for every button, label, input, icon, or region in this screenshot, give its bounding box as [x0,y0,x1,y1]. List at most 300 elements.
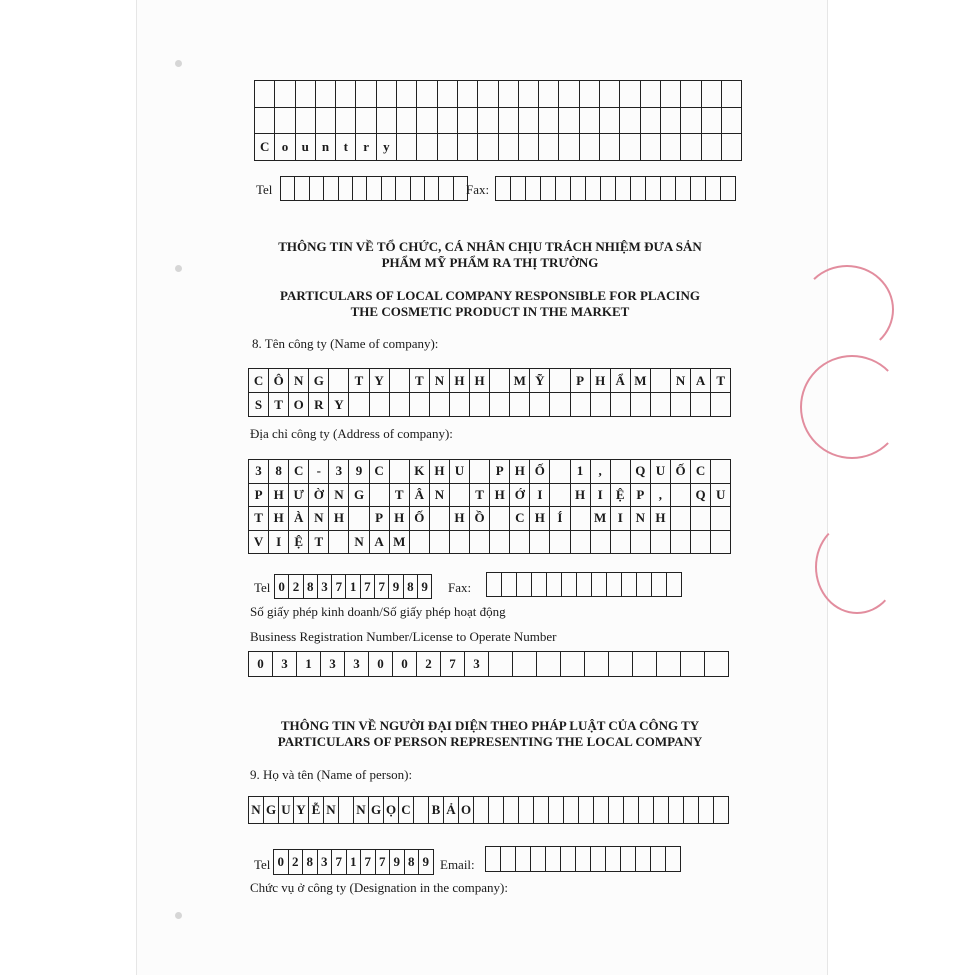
char-box[interactable] [356,81,376,108]
char-box[interactable] [606,847,621,872]
char-box[interactable]: 7 [332,850,347,875]
char-box[interactable]: À [289,507,309,531]
char-box[interactable] [600,134,620,161]
char-box[interactable] [539,108,559,135]
char-box[interactable]: 3 [321,652,345,677]
char-box[interactable] [633,652,657,677]
char-box[interactable] [601,177,616,201]
char-box[interactable] [410,531,430,555]
char-box[interactable] [577,573,592,597]
char-box[interactable] [671,507,691,531]
char-box[interactable] [255,81,275,108]
char-box[interactable] [657,652,681,677]
char-box[interactable]: 7 [361,850,376,875]
char-box[interactable]: R [309,393,329,417]
char-box[interactable] [646,177,661,201]
company-fax-field[interactable] [486,572,682,597]
char-box[interactable] [620,81,640,108]
char-box[interactable] [411,177,425,201]
char-box[interactable]: Q [691,484,711,508]
char-box[interactable]: N [309,507,329,531]
char-box[interactable] [620,134,640,161]
char-box[interactable]: T [470,484,490,508]
char-box[interactable] [390,369,410,393]
char-box[interactable] [458,134,478,161]
char-box[interactable] [576,847,591,872]
char-box[interactable] [571,177,586,201]
char-box[interactable] [681,652,705,677]
char-box[interactable]: N [671,369,691,393]
char-box[interactable] [671,393,691,417]
char-box[interactable] [691,393,711,417]
char-box[interactable]: I [611,507,631,531]
char-box[interactable] [397,108,417,135]
char-box[interactable]: H [651,507,671,531]
char-box[interactable] [681,81,701,108]
char-box[interactable]: 8 [404,575,418,599]
char-box[interactable]: Y [294,797,309,824]
char-box[interactable] [571,393,591,417]
char-box[interactable]: G [264,797,279,824]
char-box[interactable]: 9 [389,575,403,599]
char-box[interactable]: H [591,369,611,393]
char-box[interactable]: N [430,484,450,508]
char-box[interactable] [450,393,470,417]
char-box[interactable] [616,177,631,201]
char-box[interactable]: Ệ [289,531,309,555]
char-box[interactable]: 0 [249,652,273,677]
char-box[interactable]: , [591,460,611,484]
char-box[interactable]: P [370,507,390,531]
company-address-grid[interactable] [248,459,731,554]
fax-field[interactable] [495,176,736,201]
char-box[interactable] [430,507,450,531]
char-box[interactable]: I [530,484,550,508]
char-box[interactable] [275,108,295,135]
char-box[interactable]: 9 [390,850,405,875]
char-box[interactable]: 8 [269,460,289,484]
char-box[interactable] [592,573,607,597]
char-box[interactable] [631,177,646,201]
char-box[interactable]: 7 [441,652,465,677]
char-box[interactable] [550,369,570,393]
char-box[interactable] [397,81,417,108]
char-box[interactable] [430,531,450,555]
char-box[interactable] [624,797,639,824]
char-box[interactable]: - [309,460,329,484]
char-box[interactable] [585,652,609,677]
char-box[interactable]: Ớ [510,484,530,508]
char-box[interactable] [316,81,336,108]
char-box[interactable]: G [369,797,384,824]
char-box[interactable]: 3 [273,652,297,677]
char-box[interactable] [609,797,624,824]
char-box[interactable] [620,108,640,135]
char-box[interactable]: 1 [346,575,360,599]
char-box[interactable]: 9 [418,575,432,599]
char-box[interactable] [539,134,559,161]
char-box[interactable] [255,108,275,135]
char-box[interactable]: V [249,531,269,555]
char-box[interactable] [711,393,731,417]
char-box[interactable]: A [370,531,390,555]
char-box[interactable]: 0 [275,575,289,599]
char-box[interactable] [377,108,397,135]
char-box[interactable] [356,108,376,135]
char-box[interactable] [397,134,417,161]
char-box[interactable]: O [289,393,309,417]
char-box[interactable] [562,573,577,597]
char-box[interactable] [425,177,439,201]
char-box[interactable] [547,573,562,597]
char-box[interactable] [439,177,453,201]
char-box[interactable]: Ọ [384,797,399,824]
char-box[interactable] [711,460,731,484]
char-box[interactable]: 7 [375,575,389,599]
char-box[interactable] [641,81,661,108]
char-box[interactable] [275,81,295,108]
char-box[interactable]: H [490,484,510,508]
char-box[interactable] [438,108,458,135]
char-box[interactable]: N [430,369,450,393]
char-box[interactable] [499,108,519,135]
char-box[interactable] [684,797,699,824]
char-box[interactable] [631,531,651,555]
char-box[interactable] [651,847,666,872]
char-box[interactable] [571,507,591,531]
char-box[interactable] [470,531,490,555]
char-box[interactable] [541,177,556,201]
char-box[interactable]: r [356,134,376,161]
char-box[interactable] [591,531,611,555]
char-box[interactable]: Ố [410,507,430,531]
char-box[interactable]: 1 [571,460,591,484]
char-box[interactable] [510,393,530,417]
char-box[interactable]: 9 [349,460,369,484]
char-box[interactable]: C [510,507,530,531]
char-box[interactable] [681,134,701,161]
char-box[interactable] [721,177,736,201]
char-box[interactable]: U [279,797,294,824]
char-box[interactable]: y [377,134,397,161]
char-box[interactable] [339,177,353,201]
char-box[interactable] [559,108,579,135]
char-box[interactable]: , [651,484,671,508]
char-box[interactable]: C [249,369,269,393]
char-box[interactable]: 8 [303,850,318,875]
char-box[interactable] [611,460,631,484]
char-box[interactable] [600,81,620,108]
char-box[interactable] [651,531,671,555]
char-box[interactable] [609,652,633,677]
char-box[interactable] [622,573,637,597]
char-box[interactable] [519,797,534,824]
char-box[interactable]: 3 [318,575,332,599]
char-box[interactable]: H [571,484,591,508]
char-box[interactable] [329,531,349,555]
char-box[interactable]: Y [329,393,349,417]
char-box[interactable]: Ả [444,797,459,824]
char-box[interactable]: N [631,507,651,531]
char-box[interactable]: 9 [419,850,434,875]
char-box[interactable] [549,797,564,824]
license-number-grid[interactable] [248,651,729,677]
char-box[interactable]: Â [410,484,430,508]
char-box[interactable] [510,531,530,555]
char-box[interactable]: H [390,507,410,531]
char-box[interactable]: N [289,369,309,393]
char-box[interactable]: 2 [417,652,441,677]
char-box[interactable] [537,652,561,677]
char-box[interactable] [699,797,714,824]
char-box[interactable]: I [591,484,611,508]
char-box[interactable]: Ố [671,460,691,484]
char-box[interactable] [580,108,600,135]
char-box[interactable] [336,81,356,108]
char-box[interactable] [579,797,594,824]
char-box[interactable] [550,484,570,508]
char-box[interactable] [450,531,470,555]
char-box[interactable] [526,177,541,201]
char-box[interactable] [702,108,722,135]
char-box[interactable]: P [490,460,510,484]
char-box[interactable] [490,507,510,531]
char-box[interactable] [417,134,437,161]
char-box[interactable]: K [410,460,430,484]
char-box[interactable]: 3 [318,850,333,875]
char-box[interactable]: Ờ [309,484,329,508]
char-box[interactable]: H [269,507,289,531]
country-grid[interactable] [254,80,742,161]
char-box[interactable]: Ễ [309,797,324,824]
char-box[interactable] [478,134,498,161]
char-box[interactable]: 3 [345,652,369,677]
char-box[interactable]: n [316,134,336,161]
char-box[interactable] [671,531,691,555]
char-box[interactable]: P [631,484,651,508]
char-box[interactable] [458,81,478,108]
char-box[interactable] [478,81,498,108]
char-box[interactable]: H [450,369,470,393]
char-box[interactable] [438,81,458,108]
char-box[interactable]: 8 [405,850,420,875]
char-box[interactable] [621,847,636,872]
char-box[interactable]: 7 [332,575,346,599]
char-box[interactable]: C [399,797,414,824]
char-box[interactable]: Ẩ [611,369,631,393]
person-tel-field[interactable] [273,849,434,875]
char-box[interactable] [519,81,539,108]
char-box[interactable] [517,573,532,597]
char-box[interactable] [382,177,396,201]
char-box[interactable]: 3 [329,460,349,484]
char-box[interactable]: H [530,507,550,531]
char-box[interactable]: T [410,369,430,393]
char-box[interactable]: T [390,484,410,508]
char-box[interactable] [611,531,631,555]
char-box[interactable]: U [651,460,671,484]
char-box[interactable] [489,797,504,824]
char-box[interactable] [580,81,600,108]
char-box[interactable] [530,393,550,417]
char-box[interactable]: 0 [274,850,289,875]
char-box[interactable] [296,108,316,135]
char-box[interactable] [550,531,570,555]
char-box[interactable] [281,177,295,201]
char-box[interactable] [487,573,502,597]
char-box[interactable] [631,393,651,417]
char-box[interactable] [489,652,513,677]
char-box[interactable] [501,847,516,872]
char-box[interactable] [499,134,519,161]
char-box[interactable]: 0 [393,652,417,677]
char-box[interactable]: C [370,460,390,484]
char-box[interactable]: Ệ [611,484,631,508]
char-box[interactable]: N [329,484,349,508]
char-box[interactable]: G [309,369,329,393]
char-box[interactable] [600,108,620,135]
char-box[interactable] [519,134,539,161]
char-box[interactable]: H [329,507,349,531]
char-box[interactable] [636,847,651,872]
char-box[interactable]: 8 [304,575,318,599]
char-box[interactable] [310,177,324,201]
char-box[interactable] [669,797,684,824]
char-box[interactable] [559,81,579,108]
char-box[interactable] [722,134,742,161]
char-box[interactable] [414,797,429,824]
char-box[interactable]: Y [370,369,390,393]
char-box[interactable]: C [691,460,711,484]
char-box[interactable] [516,847,531,872]
char-box[interactable] [324,177,338,201]
char-box[interactable]: Q [631,460,651,484]
char-box[interactable] [534,797,549,824]
char-box[interactable] [705,652,729,677]
char-box[interactable] [377,81,397,108]
char-box[interactable] [458,108,478,135]
char-box[interactable] [671,484,691,508]
char-box[interactable] [349,507,369,531]
char-box[interactable] [691,507,711,531]
char-box[interactable] [410,393,430,417]
char-box[interactable] [339,797,354,824]
char-box[interactable]: Ỹ [530,369,550,393]
char-box[interactable] [611,393,631,417]
char-box[interactable] [641,108,661,135]
char-box[interactable]: G [349,484,369,508]
char-box[interactable] [556,177,571,201]
char-box[interactable]: U [711,484,731,508]
char-box[interactable] [591,393,611,417]
char-box[interactable] [714,797,729,824]
char-box[interactable]: t [336,134,356,161]
person-email-field[interactable] [485,846,681,872]
char-box[interactable]: u [296,134,316,161]
char-box[interactable] [450,484,470,508]
char-box[interactable] [370,484,390,508]
char-box[interactable] [661,81,681,108]
char-box[interactable] [470,393,490,417]
char-box[interactable] [661,134,681,161]
char-box[interactable] [504,797,519,824]
char-box[interactable] [502,573,517,597]
char-box[interactable] [561,652,585,677]
char-box[interactable] [496,177,511,201]
char-box[interactable] [706,177,721,201]
char-box[interactable] [702,81,722,108]
company-tel-field[interactable] [274,574,432,599]
char-box[interactable] [691,531,711,555]
char-box[interactable] [651,369,671,393]
char-box[interactable]: 1 [297,652,321,677]
char-box[interactable] [639,797,654,824]
char-box[interactable] [711,531,731,555]
char-box[interactable] [661,177,676,201]
char-box[interactable] [591,847,606,872]
char-box[interactable] [559,134,579,161]
char-box[interactable]: 3 [249,460,269,484]
char-box[interactable]: M [390,531,410,555]
char-box[interactable]: T [269,393,289,417]
char-box[interactable]: T [309,531,329,555]
char-box[interactable] [571,531,591,555]
char-box[interactable]: H [470,369,490,393]
char-box[interactable] [546,847,561,872]
char-box[interactable]: C [255,134,275,161]
char-box[interactable] [474,797,489,824]
char-box[interactable]: I [269,531,289,555]
char-box[interactable]: C [289,460,309,484]
char-box[interactable]: H [269,484,289,508]
char-box[interactable] [470,460,490,484]
char-box[interactable] [430,393,450,417]
char-box[interactable] [370,393,390,417]
char-box[interactable] [539,81,559,108]
char-box[interactable] [367,177,381,201]
char-box[interactable]: N [324,797,339,824]
char-box[interactable] [316,108,336,135]
char-box[interactable]: Ô [269,369,289,393]
char-box[interactable] [666,847,681,872]
char-box[interactable]: o [275,134,295,161]
char-box[interactable] [349,393,369,417]
char-box[interactable]: P [249,484,269,508]
char-box[interactable] [594,797,609,824]
char-box[interactable] [651,393,671,417]
char-box[interactable] [513,652,537,677]
char-box[interactable]: 2 [289,850,304,875]
char-box[interactable] [478,108,498,135]
char-box[interactable] [530,531,550,555]
char-box[interactable] [353,177,367,201]
char-box[interactable]: 2 [289,575,303,599]
char-box[interactable]: M [510,369,530,393]
char-box[interactable] [532,573,547,597]
char-box[interactable] [490,369,510,393]
char-box[interactable] [722,108,742,135]
char-box[interactable]: 0 [369,652,393,677]
char-box[interactable] [641,134,661,161]
char-box[interactable]: H [510,460,530,484]
person-name-grid[interactable] [248,796,729,824]
char-box[interactable] [681,108,701,135]
char-box[interactable]: 1 [347,850,362,875]
char-box[interactable]: M [591,507,611,531]
char-box[interactable] [511,177,526,201]
char-box[interactable]: M [631,369,651,393]
char-box[interactable] [722,81,742,108]
